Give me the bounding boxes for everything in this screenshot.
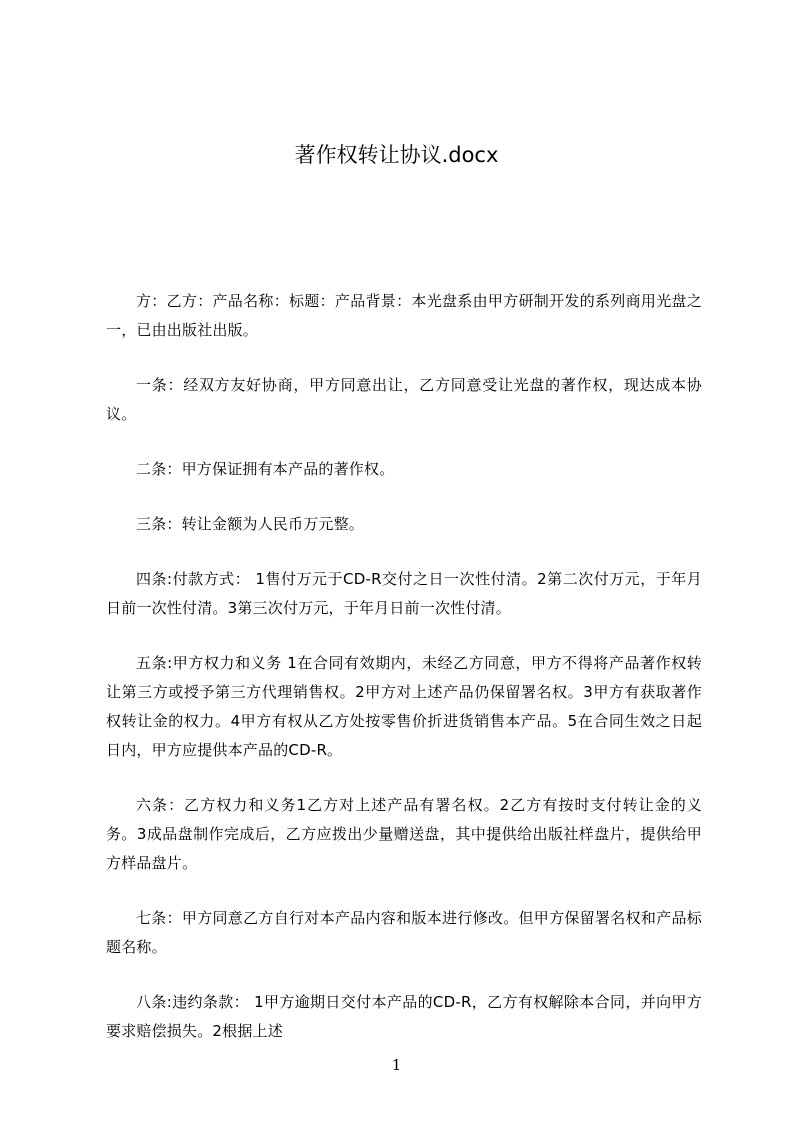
paragraph-article-7: 七条：甲方同意乙方自行对本产品内容和版本进行修改。但甲方保留署名权和产品标题名称。 <box>106 909 702 956</box>
paragraph-article-4: 四条:付款方式： 1售付万元于CD-R交付之日一次性付清。2第二次付万元，于年月日前一次性付清。3第三次付万元，于年月日前一次性付清。 <box>106 570 702 617</box>
paragraph-article-6: 六条：乙方权力和义务1乙方对上述产品有署名权。2乙方有按时支付转让金的义务。3成品盘制作完成后，乙方应拨出少量赠送盘，其中提供给出版社样盘片，提供给甲方样品盘片。 <box>106 796 702 872</box>
paragraph-article-2: 二条：甲方保证拥有本产品的著作权。 <box>136 460 395 478</box>
paragraph-article-5: 五条:甲方权力和义务 1在合同有效期内，未经乙方同意，甲方不得将产品著作权转让第三方或授予第三方代理销售权。2甲方对上述产品仍保留署名权。3甲方有获取著作权转让金的权力。4甲方有权从乙方处按零售价折进货销售本产品。5在合同生效之日起日内，甲方应提供本产品的CD-R。 <box>106 654 702 759</box>
paragraph-article-1: 一条：经双方友好协商，甲方同意出让，乙方同意受让光盘的著作权，现达成本协议。 <box>106 376 702 423</box>
document-title: 著作权转让协议.docx <box>294 143 499 167</box>
paragraph-article-8: 八条:违约条款： 1甲方逾期日交付本产品的CD-R，乙方有权解除本合同，并向甲方要求赔偿损失。2根据上述 <box>106 993 702 1040</box>
document-body <box>106 287 702 1072</box>
paragraph-preamble: 方：乙方：产品名称：标题：产品背景：本光盘系由甲方研制开发的系列商用光盘之一，已由出版社出版。 <box>106 292 702 339</box>
paragraph-article-3: 三条：转让金额为人民币万元整。 <box>136 515 365 533</box>
page-number: 1 <box>391 1056 402 1074</box>
